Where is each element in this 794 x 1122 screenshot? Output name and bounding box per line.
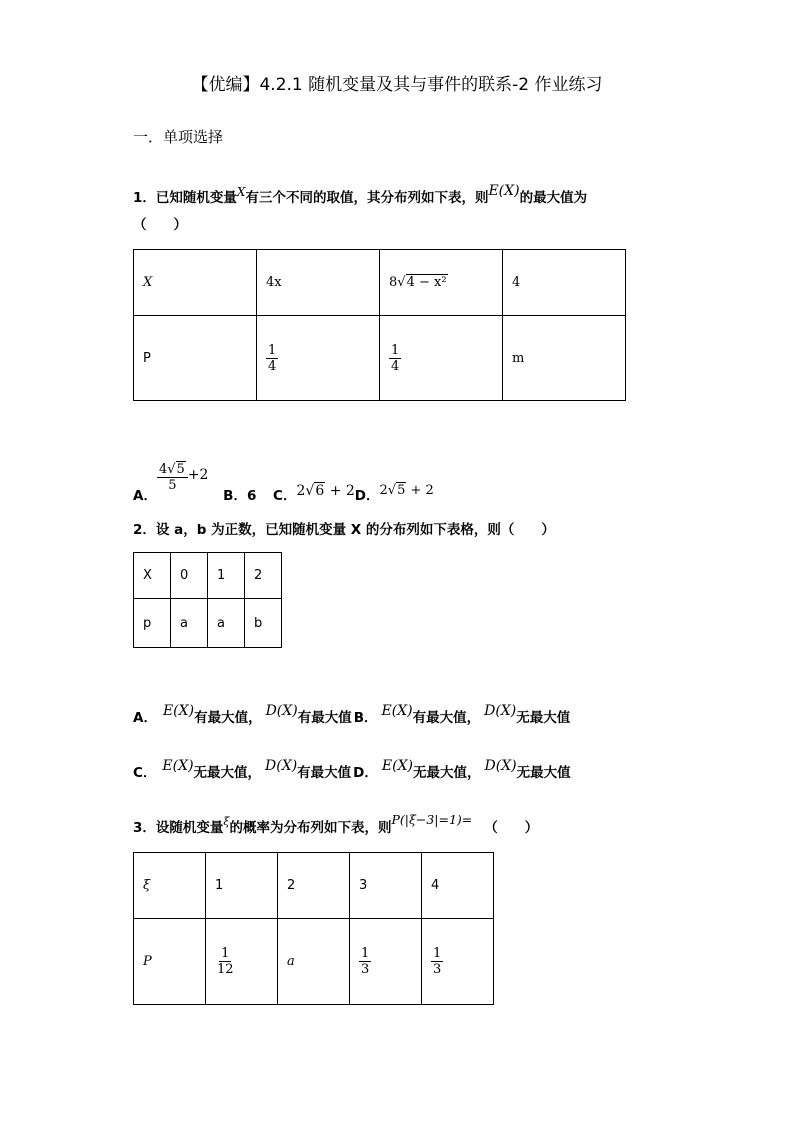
section-heading: 一．单项选择 bbox=[133, 128, 224, 146]
table-cell: 2 bbox=[278, 853, 350, 919]
table-cell: b bbox=[245, 599, 282, 648]
q1-var: X bbox=[236, 185, 246, 199]
table-cell: m bbox=[503, 316, 626, 401]
table-cell: 4 bbox=[503, 250, 626, 316]
table-cell: a bbox=[208, 599, 245, 648]
table-cell bbox=[422, 919, 494, 1005]
table-cell: p bbox=[134, 599, 171, 648]
table-cell bbox=[206, 919, 278, 1005]
q3-distribution-table bbox=[133, 852, 494, 1005]
table-cell: 1 bbox=[208, 553, 245, 599]
fraction: $\frac{1}{3}$ bbox=[433, 946, 442, 977]
q2-options-ab: A． E(X)有最大值， D(X)有最大值 B． E(X)有最大值， D(X)无最大值 bbox=[133, 703, 571, 726]
table-cell: 3 bbox=[350, 853, 422, 919]
table-cell: 8√4 − x² bbox=[380, 250, 503, 316]
table-cell: 1 bbox=[206, 853, 278, 919]
q1-options: A． $\frac{4√5}{5}$ +2 B．6 C．2√6 + 2D．2√5 + 2 bbox=[133, 462, 434, 504]
q1-option-c-label: C． bbox=[273, 487, 297, 504]
question-1-stem bbox=[133, 183, 588, 206]
question-3-stem: 3．设随机变量$^\xi$的概率为分布列如下表，则P(|ξ−3|=1)=（ ） bbox=[133, 812, 539, 836]
question-2-stem: 2．设 a，b 为正数，已知随机变量 X 的分布列如下表格，则（ ） bbox=[133, 522, 555, 538]
table-cell: 0 bbox=[171, 553, 208, 599]
q1-stem-c: 的最大值为 bbox=[519, 190, 588, 206]
q1-option-d-expr: 2√5 + 2 bbox=[379, 482, 434, 498]
table-cell: 4 bbox=[422, 853, 494, 919]
table-cell bbox=[380, 316, 503, 401]
page-title: 【优编】4.2.1 随机变量及其与事件的联系-2 作业练习 bbox=[191, 75, 603, 95]
table-cell bbox=[257, 316, 380, 401]
table-cell: X bbox=[134, 250, 257, 316]
q1-option-b: B．6 bbox=[223, 487, 257, 504]
table-cell: 2 bbox=[245, 553, 282, 599]
table-cell: P bbox=[134, 919, 206, 1005]
table-cell: a bbox=[278, 919, 350, 1005]
fraction: $\frac{1}{12}$ bbox=[217, 946, 234, 977]
fraction: $\frac{1}{3}$ bbox=[361, 946, 370, 977]
q1-answer-paren: （ ） bbox=[133, 217, 187, 233]
q1-stem-b: 有三个不同的取值，其分布列如下表，则 bbox=[245, 190, 489, 206]
table-cell: X bbox=[134, 553, 171, 599]
table-cell: ξ bbox=[134, 853, 206, 919]
table-cell bbox=[350, 919, 422, 1005]
table-cell: 4x bbox=[257, 250, 380, 316]
q1-option-d-label: D． bbox=[354, 487, 380, 504]
q1-option-a-fraction: $\frac{4√5}{5}$ bbox=[157, 462, 188, 493]
q2-distribution-table bbox=[133, 552, 282, 648]
q1-stem-a: 1．已知随机变量 bbox=[133, 190, 237, 206]
table-cell: P bbox=[134, 316, 257, 401]
fraction: $\frac{1}{4}$ bbox=[268, 342, 277, 374]
q1-distribution-table bbox=[133, 249, 626, 401]
q1-option-c-expr: 2√6 + 2 bbox=[296, 482, 355, 499]
table-cell: a bbox=[171, 599, 208, 648]
q1-expectation: E(X) bbox=[488, 183, 520, 199]
q1-option-a-label: A． bbox=[133, 487, 157, 504]
q2-options-cd: C． E(X)无最大值， D(X)有最大值 D． E(X)无最大值， D(X)无最大值 bbox=[133, 758, 571, 781]
fraction: $\frac{1}{4}$ bbox=[391, 342, 400, 374]
